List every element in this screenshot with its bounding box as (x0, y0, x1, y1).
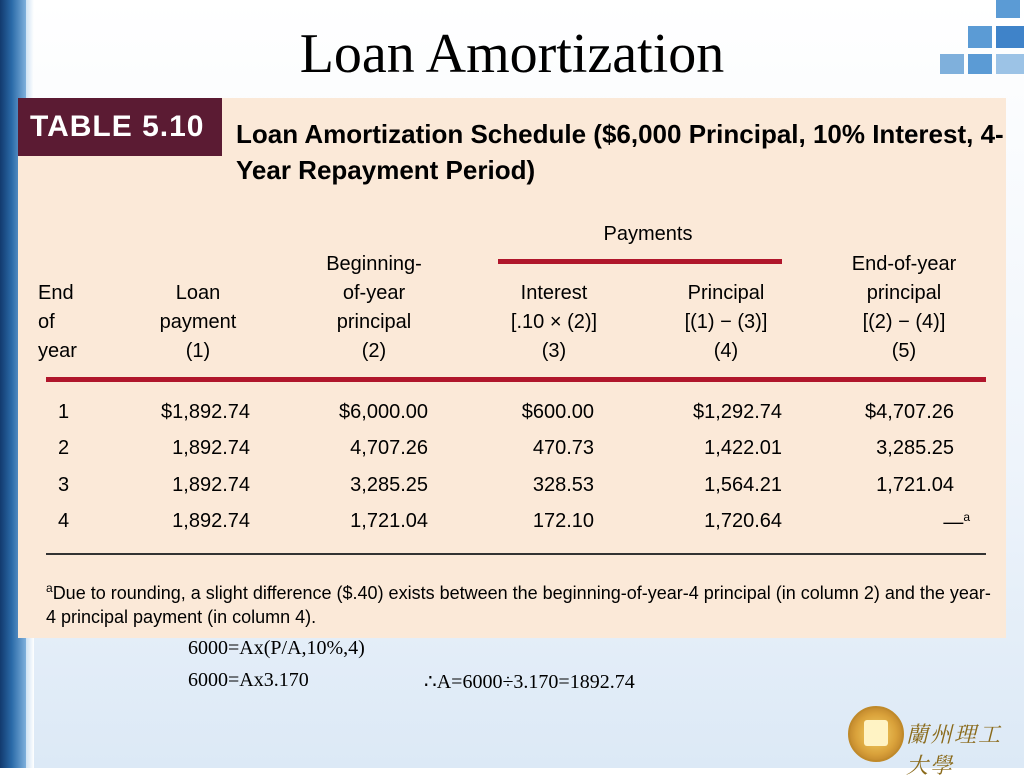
amortization-table (18, 98, 1006, 638)
header-rule (46, 377, 986, 382)
equation-result: ∴A=6000÷3.170=1892.74 (424, 671, 635, 693)
footnote-mark: a (963, 510, 970, 524)
cell-year: 3 (58, 474, 70, 496)
table-footnote (46, 576, 996, 629)
cell-interest: 328.53 (532, 474, 594, 496)
table-row (18, 401, 1006, 431)
cell-payment: $1,892.74 (161, 401, 250, 423)
header-end-of-year: End of year (38, 282, 77, 362)
cell-principal: $1,292.74 (693, 401, 782, 423)
payments-rule (498, 259, 782, 264)
table-caption: Loan Amortization Schedule ($6,000 Principal, 10% Interest, 4-Year Repayment Period) (236, 119, 1004, 185)
cell-interest: $600.00 (521, 401, 594, 423)
table-bottom-rule (46, 553, 986, 555)
university-seal-icon (848, 706, 904, 762)
footnote-text: Due to rounding, a slight difference ($.40) exists between the beginning-of-year-4 principal (in column 2) and the year-4 principal payment (in column 4). (46, 583, 991, 627)
cell-ending: 3,285.25 (876, 437, 954, 459)
cell-year: 2 (58, 437, 70, 459)
table-tag: TABLE 5.10 (18, 98, 222, 156)
decor-square (996, 0, 1020, 18)
header-loan-payment: Loan payment (1) (159, 282, 237, 362)
header-beginning-principal: Beginning- of-year principal (2) (326, 253, 422, 362)
seal-building-icon (864, 720, 888, 746)
equation-line-1: 6000=Ax(P/A,10%,4) (188, 637, 365, 659)
footnote-mark: a (46, 581, 53, 595)
cell-principal: 1,720.64 (704, 510, 782, 532)
university-name: 蘭州理工大學 (906, 723, 1003, 779)
equation-line-2: 6000=Ax3.170 (188, 669, 309, 691)
cell-payment: 1,892.74 (172, 474, 250, 496)
header-ending-principal: End-of-year principal [(2) − (4)] (5) (851, 253, 957, 362)
cell-beginning: 4,707.26 (350, 437, 428, 459)
cell-principal: 1,564.21 (704, 474, 782, 496)
table-row (18, 474, 1006, 504)
header-interest: Interest [.10 × (2)] (3) (510, 282, 598, 362)
table-row (18, 510, 1006, 540)
cell-ending: $4,707.26 (865, 401, 954, 423)
cell-year: 4 (58, 510, 70, 532)
cell-payment: 1,892.74 (172, 510, 250, 532)
table-row (18, 437, 1006, 467)
cell-interest: 470.73 (532, 437, 594, 459)
cell-payment: 1,892.74 (172, 437, 250, 459)
cell-ending-with-note (943, 510, 970, 535)
cell-beginning: 3,285.25 (350, 474, 428, 496)
cell-ending: 1,721.04 (876, 474, 954, 496)
cell-beginning: 1,721.04 (350, 510, 428, 532)
cell-ending: — (943, 511, 964, 534)
cell-interest: 172.10 (532, 510, 594, 532)
slide-title: Loan Amortization (299, 23, 725, 85)
cell-beginning: $6,000.00 (339, 401, 428, 423)
cell-year: 1 (58, 401, 70, 423)
payments-group-label: Payments (603, 223, 693, 245)
header-principal: Principal [(1) − (3)] (4) (684, 282, 768, 362)
cell-principal: 1,422.01 (704, 437, 782, 459)
